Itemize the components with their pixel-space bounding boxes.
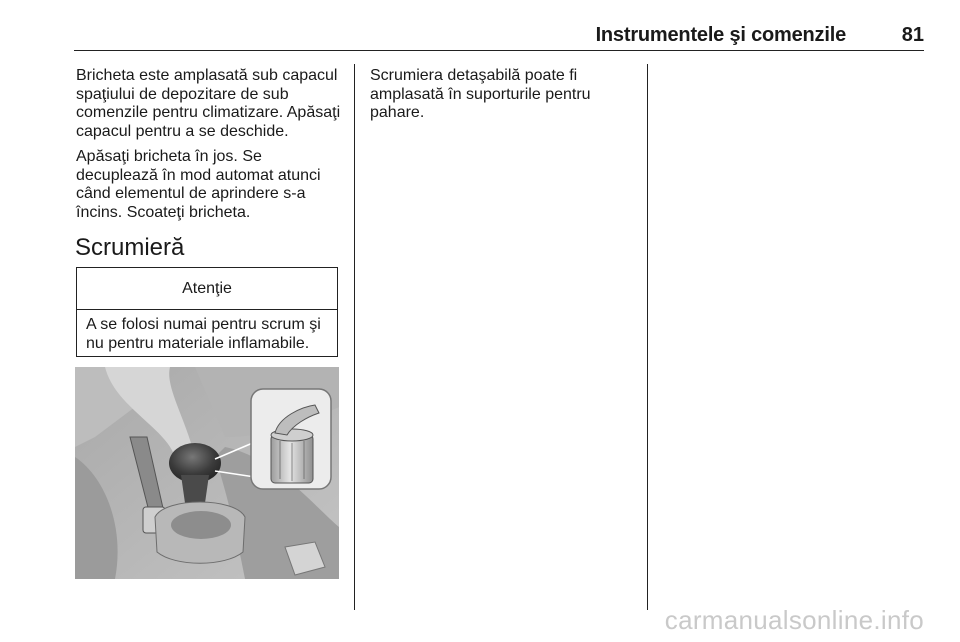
middle-column [370,67,630,123]
lighter-location-paragraph: Bricheta este amplasată sub capacul spaţiului de depozitare de sub comenzile pentru climatizare. Apăsaţi capacul pentru a se deschide. [76,67,341,140]
lighter-usage-paragraph: Apăsaţi bricheta în jos. Se decuplează în mod automat atunci când elementul de aprindere s-a încins. Scoateţi bricheta. [76,148,321,221]
ashtray-illustration-svg [75,367,339,579]
caution-box [76,267,338,357]
page-header [74,0,924,51]
column-divider-1 [354,64,355,610]
caution-body: A se folosi numai pentru scrum şi nu pentru materiale inflamabile. [86,316,321,352]
ashtray-illustration [75,367,339,579]
left-column-intro [76,67,342,222]
header-title: Instrumentele şi comenzile [595,24,846,46]
section-heading: Scrumieră [75,234,185,261]
column-divider-2 [647,64,648,610]
watermark: carmanualsonline.info [664,605,924,635]
caution-title: Atenţie [77,268,337,310]
ashtray-paragraph: Scrumiera detaşabilă poate fi amplasată în suporturile pentru pahare. [370,67,591,121]
page-number: 81 [901,24,924,46]
